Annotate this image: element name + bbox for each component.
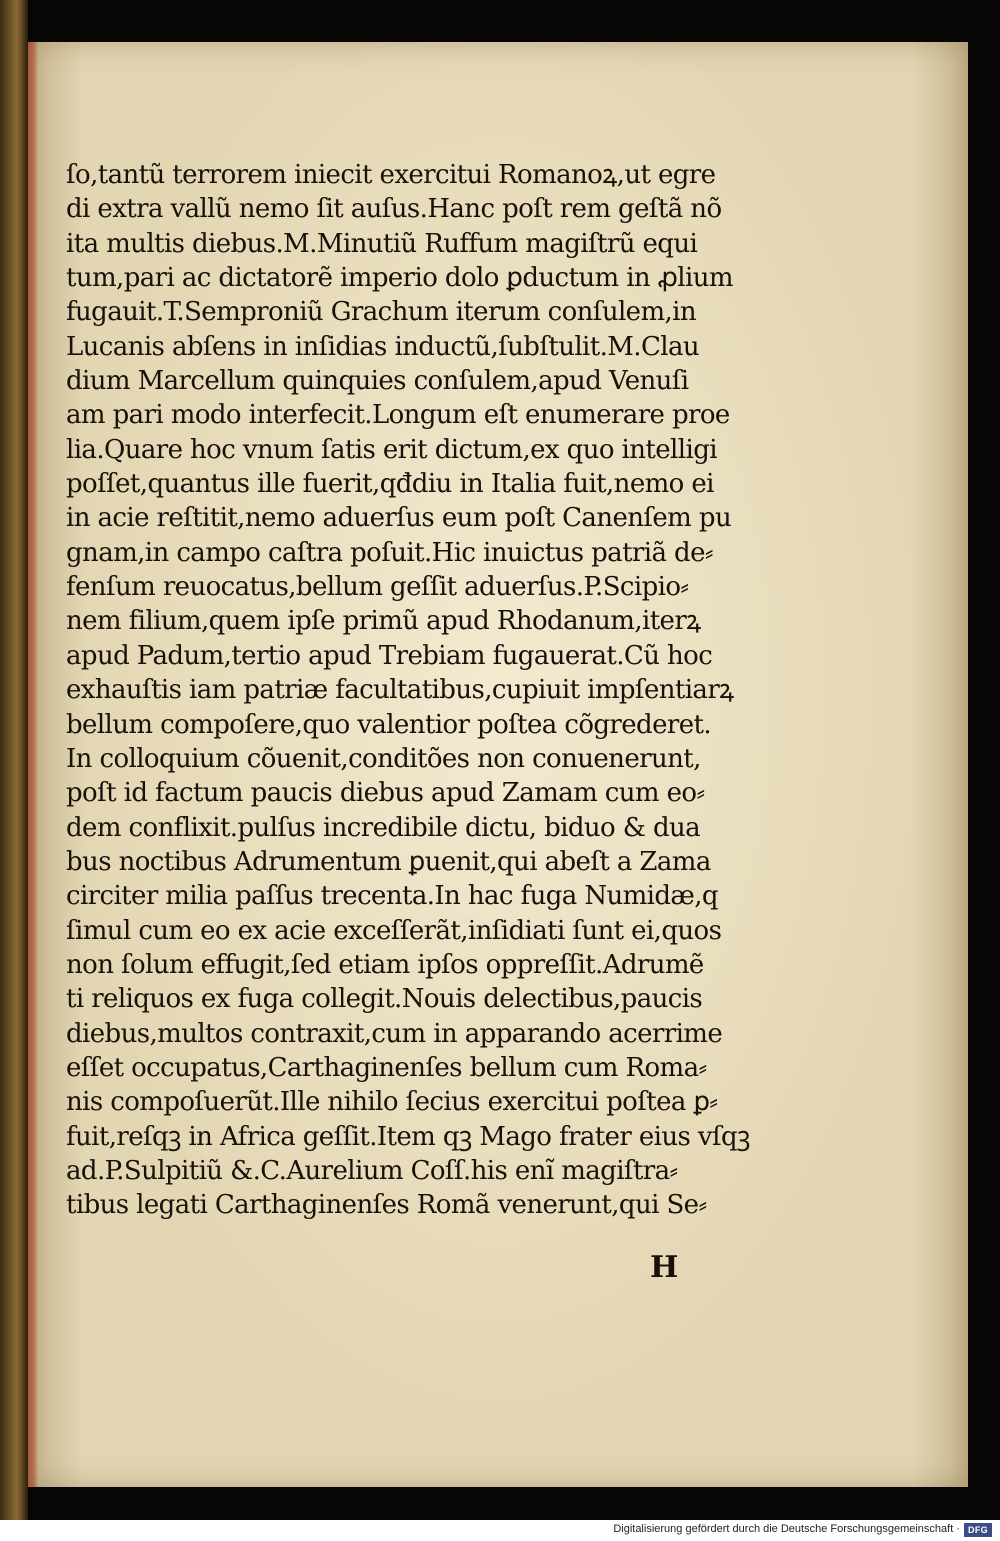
text-line: bus noctibus Adrumentum ꝑuenit,qui abeſt a Zama (66, 846, 711, 877)
text-line: tum,pari ac dictatorẽ imperio dolo ꝑductum in ꝓlium (66, 263, 733, 294)
text-line: lia.Quare hoc vnum ſatis erit dictum,ex quo intelligi (66, 434, 717, 465)
text-line: bellum compoſere,quo valentior poſtea cõgrederet. (66, 709, 711, 740)
signature-mark: H (650, 1250, 679, 1285)
footer-bar (0, 1520, 1000, 1541)
text-line: poſſet,quantus ille fuerit,qđdiu in Italia fuit,nemo ei (66, 469, 714, 500)
text-line: nis compoſuerũt.Ille nihilo ſecius exercitui poſtea ꝑ⸗ (66, 1087, 718, 1118)
text-line: In colloquium cõuenit,conditões non conuenerunt, (66, 743, 701, 774)
text-line: nem filium,quem ipſe primũ apud Rhodanum,iterꝝ (66, 606, 701, 637)
text-line: di extra vallũ nemo ſit auſus.Hanc poſt rem geſtã nõ (66, 194, 722, 225)
text-line: tibus legati Carthaginenſes Romã venerunt,qui Se⸗ (66, 1190, 707, 1221)
text-line: in acie reſtitit,nemo aduerſus eum poſt Canenſem pu (66, 503, 732, 534)
book-spine (0, 0, 28, 1520)
footer-credit-text: Digitalisierung gefördert durch die Deutsche Forschungsgemeinschaft · (613, 1523, 960, 1535)
text-line: ſo,tantũ terrorem iniecit exercitui Romanoꝝ,ut egre (66, 160, 716, 190)
text-line: ſimul cum eo ex acie exceſſerãt,inſidiati ſunt ei,quos (66, 915, 722, 946)
text-line: diebus,multos contraxit,cum in apparando acerrime (66, 1018, 723, 1049)
text-line: exhauſtis iam patriæ facultatibus,cupiuit impſentiarꝝ (66, 675, 734, 706)
text-line: apud Padum,tertio apud Trebiam fugauerat.Cũ hoc (66, 640, 713, 671)
text-line: gnam,in campo caſtra poſuit.Hic inuictus patriã de⸗ (66, 537, 713, 568)
text-line: poſt id factum paucis diebus apud Zamam cum eo⸗ (66, 778, 705, 809)
dfg-logo-icon: DFG (964, 1523, 992, 1537)
text-line: ti reliquos ex fuga collegit.Nouis delectibus,paucis (66, 984, 703, 1015)
text-line: eſſet occupatus,Carthaginenſes bellum cum Roma⸗ (66, 1052, 707, 1083)
text-line: fuit,reſqꝫ in Africa geſſit.Item qꝫ Mago frater eius vſqꝫ (66, 1121, 750, 1152)
text-line: circiter milia paſſus trecenta.In hac fuga Numidæ,q (66, 881, 718, 912)
text-line: ita multis diebus.M.Minutiũ Ruffum magiſtrũ equi (66, 228, 698, 259)
text-line: non ſolum effugit,ſed etiam ipſos oppreſſit.Adrumẽ (66, 949, 704, 980)
text-line: ad.P.Sulpitiũ &.C.Aurelium Coſſ.his enĩ magiſtra⸗ (66, 1155, 678, 1186)
page-edge-stain (28, 42, 38, 1487)
text-line: dium Marcellum quinquies conſulem,apud Venuſi (66, 366, 689, 397)
page-text-block (66, 158, 786, 1223)
text-line: Lucanis abſens in inſidias inductũ,ſubſtulit.M.Clau (66, 331, 700, 362)
text-line: dem conflixit.pulſus incredibile dictu, biduo & dua (66, 812, 701, 843)
text-line: fugauit.T.Semproniũ Grachum iterum conſulem,in (66, 297, 697, 328)
text-line: am pari modo interfecit.Longum eſt enumerare proe (66, 400, 730, 431)
text-line: fenſum reuocatus,bellum geſſit aduerſus.P.Scipio⸗ (66, 572, 689, 603)
